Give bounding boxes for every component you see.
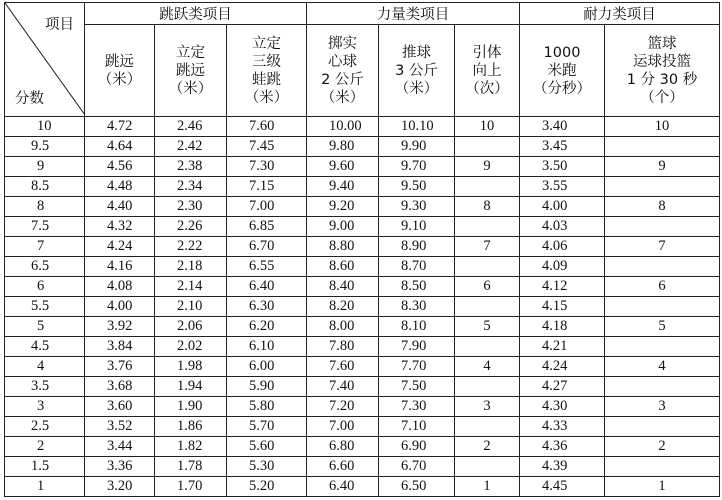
scoring-table — [4, 2, 720, 497]
shot-put-cell: 8.70 — [379, 257, 455, 277]
table-row — [5, 257, 720, 277]
basketball-cell — [605, 457, 720, 477]
table-row — [5, 177, 720, 197]
table-row — [5, 277, 720, 297]
shot-put-cell: 9.90 — [379, 137, 455, 157]
pull-up-cell — [455, 137, 520, 157]
triple-jump-cell: 5.60 — [227, 437, 307, 457]
triple-jump-cell: 6.85 — [227, 217, 307, 237]
long-jump-cell: 3.60 — [85, 397, 155, 417]
col-medicine-ball: 掷实 心球 2 公斤 （米） — [307, 25, 379, 117]
run-1000-cell: 4.36 — [520, 437, 605, 457]
corner-score-label: 分数 — [15, 91, 44, 107]
basketball-cell: 5 — [605, 317, 720, 337]
standing-long-jump-cell: 1.86 — [155, 417, 227, 437]
standing-long-jump-cell: 2.10 — [155, 297, 227, 317]
long-jump-cell: 4.64 — [85, 137, 155, 157]
shot-put-cell: 9.50 — [379, 177, 455, 197]
basketball-cell: 1 — [605, 477, 720, 497]
group-endurance: 耐力类项目 — [520, 3, 720, 25]
triple-jump-cell: 6.30 — [227, 297, 307, 317]
triple-jump-cell: 7.45 — [227, 137, 307, 157]
shot-put-cell: 9.30 — [379, 197, 455, 217]
medicine-ball-cell: 8.20 — [307, 297, 379, 317]
pull-up-cell: 7 — [455, 237, 520, 257]
pull-up-cell: 2 — [455, 437, 520, 457]
triple-jump-cell: 5.30 — [227, 457, 307, 477]
score-cell: 5.5 — [5, 297, 85, 317]
run-1000-cell: 4.24 — [520, 357, 605, 377]
medicine-ball-cell: 10.00 — [307, 117, 379, 137]
table-row — [5, 417, 720, 437]
long-jump-cell: 3.20 — [85, 477, 155, 497]
pull-up-cell — [455, 377, 520, 397]
pull-up-cell: 6 — [455, 277, 520, 297]
basketball-cell: 9 — [605, 157, 720, 177]
score-cell: 3 — [5, 397, 85, 417]
score-cell: 4 — [5, 357, 85, 377]
table-row — [5, 437, 720, 457]
pull-up-cell — [455, 457, 520, 477]
medicine-ball-cell: 7.00 — [307, 417, 379, 437]
corner-header — [5, 3, 85, 117]
pull-up-cell — [455, 257, 520, 277]
score-cell: 7 — [5, 237, 85, 257]
standing-long-jump-cell: 1.90 — [155, 397, 227, 417]
table-row — [5, 157, 720, 177]
pull-up-cell — [455, 297, 520, 317]
standing-long-jump-cell: 1.70 — [155, 477, 227, 497]
pull-up-cell: 3 — [455, 397, 520, 417]
standing-long-jump-cell: 1.82 — [155, 437, 227, 457]
triple-jump-cell: 6.55 — [227, 257, 307, 277]
score-cell: 10 — [5, 117, 85, 137]
pull-up-cell — [455, 217, 520, 237]
run-1000-cell: 4.15 — [520, 297, 605, 317]
pull-up-cell — [455, 337, 520, 357]
table-body — [5, 117, 720, 497]
col-triple-jump: 立定 三级 蛙跳 （米） — [227, 25, 307, 117]
shot-put-cell: 9.70 — [379, 157, 455, 177]
long-jump-cell: 3.92 — [85, 317, 155, 337]
run-1000-cell: 4.09 — [520, 257, 605, 277]
col-standing-long-jump: 立定 跳远 （米） — [155, 25, 227, 117]
run-1000-cell: 4.21 — [520, 337, 605, 357]
score-cell: 9.5 — [5, 137, 85, 157]
long-jump-cell: 3.44 — [85, 437, 155, 457]
pull-up-cell: 1 — [455, 477, 520, 497]
run-1000-cell: 3.45 — [520, 137, 605, 157]
corner-item-label: 项目 — [45, 17, 74, 33]
pull-up-cell — [455, 177, 520, 197]
score-cell: 2.5 — [5, 417, 85, 437]
basketball-cell: 8 — [605, 197, 720, 217]
long-jump-cell: 4.24 — [85, 237, 155, 257]
basketball-cell — [605, 337, 720, 357]
medicine-ball-cell: 6.40 — [307, 477, 379, 497]
shot-put-cell: 9.10 — [379, 217, 455, 237]
triple-jump-cell: 7.00 — [227, 197, 307, 217]
medicine-ball-cell: 8.80 — [307, 237, 379, 257]
shot-put-cell: 10.10 — [379, 117, 455, 137]
pull-up-cell: 5 — [455, 317, 520, 337]
long-jump-cell: 4.72 — [85, 117, 155, 137]
pull-up-cell: 8 — [455, 197, 520, 217]
table-row — [5, 137, 720, 157]
table-row — [5, 357, 720, 377]
run-1000-cell: 4.18 — [520, 317, 605, 337]
standing-long-jump-cell: 2.22 — [155, 237, 227, 257]
shot-put-cell: 7.70 — [379, 357, 455, 377]
standing-long-jump-cell: 2.42 — [155, 137, 227, 157]
triple-jump-cell: 6.10 — [227, 337, 307, 357]
basketball-cell: 3 — [605, 397, 720, 417]
table-row — [5, 457, 720, 477]
long-jump-cell: 4.40 — [85, 197, 155, 217]
shot-put-cell: 7.50 — [379, 377, 455, 397]
standing-long-jump-cell: 2.46 — [155, 117, 227, 137]
run-1000-cell: 3.55 — [520, 177, 605, 197]
standing-long-jump-cell: 1.78 — [155, 457, 227, 477]
long-jump-cell: 3.68 — [85, 377, 155, 397]
table-row — [5, 397, 720, 417]
long-jump-cell: 3.76 — [85, 357, 155, 377]
basketball-cell — [605, 137, 720, 157]
col-basketball: 篮球 运球投篮 1 分 30 秒 （个） — [605, 25, 720, 117]
shot-put-cell: 6.70 — [379, 457, 455, 477]
table-row — [5, 297, 720, 317]
long-jump-cell: 3.84 — [85, 337, 155, 357]
basketball-cell: 2 — [605, 437, 720, 457]
triple-jump-cell: 5.80 — [227, 397, 307, 417]
run-1000-cell: 4.45 — [520, 477, 605, 497]
run-1000-cell: 4.12 — [520, 277, 605, 297]
basketball-cell: 7 — [605, 237, 720, 257]
medicine-ball-cell: 8.40 — [307, 277, 379, 297]
run-1000-cell: 3.40 — [520, 117, 605, 137]
score-cell: 7.5 — [5, 217, 85, 237]
triple-jump-cell: 6.70 — [227, 237, 307, 257]
long-jump-cell: 4.16 — [85, 257, 155, 277]
shot-put-cell: 7.30 — [379, 397, 455, 417]
triple-jump-cell: 7.15 — [227, 177, 307, 197]
table-row — [5, 377, 720, 397]
basketball-cell — [605, 417, 720, 437]
long-jump-cell: 4.48 — [85, 177, 155, 197]
medicine-ball-cell: 9.40 — [307, 177, 379, 197]
run-1000-cell: 4.03 — [520, 217, 605, 237]
medicine-ball-cell: 6.60 — [307, 457, 379, 477]
score-cell: 6 — [5, 277, 85, 297]
medicine-ball-cell: 8.60 — [307, 257, 379, 277]
standing-long-jump-cell: 2.30 — [155, 197, 227, 217]
score-cell: 3.5 — [5, 377, 85, 397]
score-cell: 1.5 — [5, 457, 85, 477]
group-strength: 力量类项目 — [307, 3, 520, 25]
long-jump-cell: 4.08 — [85, 277, 155, 297]
basketball-cell: 4 — [605, 357, 720, 377]
table-row — [5, 477, 720, 497]
run-1000-cell: 3.50 — [520, 157, 605, 177]
basketball-cell — [605, 217, 720, 237]
score-cell: 2 — [5, 437, 85, 457]
basketball-cell — [605, 377, 720, 397]
run-1000-cell: 4.00 — [520, 197, 605, 217]
col-pull-up: 引体 向上 （次） — [455, 25, 520, 117]
table-row — [5, 317, 720, 337]
standing-long-jump-cell: 2.34 — [155, 177, 227, 197]
medicine-ball-cell: 8.00 — [307, 317, 379, 337]
triple-jump-cell: 5.90 — [227, 377, 307, 397]
basketball-cell: 6 — [605, 277, 720, 297]
pull-up-cell — [455, 417, 520, 437]
triple-jump-cell: 5.70 — [227, 417, 307, 437]
table-row — [5, 237, 720, 257]
run-1000-cell: 4.30 — [520, 397, 605, 417]
standing-long-jump-cell: 2.18 — [155, 257, 227, 277]
triple-jump-cell: 7.60 — [227, 117, 307, 137]
score-cell: 8 — [5, 197, 85, 217]
shot-put-cell: 6.90 — [379, 437, 455, 457]
pull-up-cell: 9 — [455, 157, 520, 177]
run-1000-cell: 4.33 — [520, 417, 605, 437]
long-jump-cell: 4.32 — [85, 217, 155, 237]
standing-long-jump-cell: 2.06 — [155, 317, 227, 337]
triple-jump-cell: 6.00 — [227, 357, 307, 377]
group-header-row — [5, 3, 720, 25]
medicine-ball-cell: 9.80 — [307, 137, 379, 157]
score-cell: 1 — [5, 477, 85, 497]
basketball-cell — [605, 177, 720, 197]
triple-jump-cell: 7.30 — [227, 157, 307, 177]
score-cell: 4.5 — [5, 337, 85, 357]
standing-long-jump-cell: 1.98 — [155, 357, 227, 377]
long-jump-cell: 4.00 — [85, 297, 155, 317]
long-jump-cell: 3.36 — [85, 457, 155, 477]
triple-jump-cell: 6.20 — [227, 317, 307, 337]
table-row — [5, 337, 720, 357]
triple-jump-cell: 6.40 — [227, 277, 307, 297]
standing-long-jump-cell: 2.14 — [155, 277, 227, 297]
shot-put-cell: 8.10 — [379, 317, 455, 337]
table-row — [5, 197, 720, 217]
run-1000-cell: 4.06 — [520, 237, 605, 257]
standing-long-jump-cell: 1.94 — [155, 377, 227, 397]
shot-put-cell: 7.10 — [379, 417, 455, 437]
medicine-ball-cell: 9.20 — [307, 197, 379, 217]
standing-long-jump-cell: 2.38 — [155, 157, 227, 177]
medicine-ball-cell: 7.80 — [307, 337, 379, 357]
col-long-jump: 跳远 （米） — [85, 25, 155, 117]
pull-up-cell: 10 — [455, 117, 520, 137]
shot-put-cell: 6.50 — [379, 477, 455, 497]
basketball-cell: 10 — [605, 117, 720, 137]
pull-up-cell: 4 — [455, 357, 520, 377]
run-1000-cell: 4.39 — [520, 457, 605, 477]
shot-put-cell: 8.50 — [379, 277, 455, 297]
col-shot-put: 推球 3 公斤 （米） — [379, 25, 455, 117]
medicine-ball-cell: 9.00 — [307, 217, 379, 237]
run-1000-cell: 4.27 — [520, 377, 605, 397]
standing-long-jump-cell: 2.26 — [155, 217, 227, 237]
column-header-row — [5, 25, 720, 117]
medicine-ball-cell: 9.60 — [307, 157, 379, 177]
score-cell: 5 — [5, 317, 85, 337]
score-cell: 6.5 — [5, 257, 85, 277]
long-jump-cell: 3.52 — [85, 417, 155, 437]
table-row — [5, 217, 720, 237]
medicine-ball-cell: 7.60 — [307, 357, 379, 377]
group-jump: 跳跃类项目 — [85, 3, 307, 25]
shot-put-cell: 7.90 — [379, 337, 455, 357]
basketball-cell — [605, 257, 720, 277]
col-run-1000: 1000 米跑 （分秒） — [520, 25, 605, 117]
triple-jump-cell: 5.20 — [227, 477, 307, 497]
medicine-ball-cell: 6.80 — [307, 437, 379, 457]
medicine-ball-cell: 7.40 — [307, 377, 379, 397]
standing-long-jump-cell: 2.02 — [155, 337, 227, 357]
score-cell: 8.5 — [5, 177, 85, 197]
score-cell: 9 — [5, 157, 85, 177]
shot-put-cell: 8.90 — [379, 237, 455, 257]
basketball-cell — [605, 297, 720, 317]
shot-put-cell: 8.30 — [379, 297, 455, 317]
table-row — [5, 117, 720, 137]
medicine-ball-cell: 7.20 — [307, 397, 379, 417]
long-jump-cell: 4.56 — [85, 157, 155, 177]
